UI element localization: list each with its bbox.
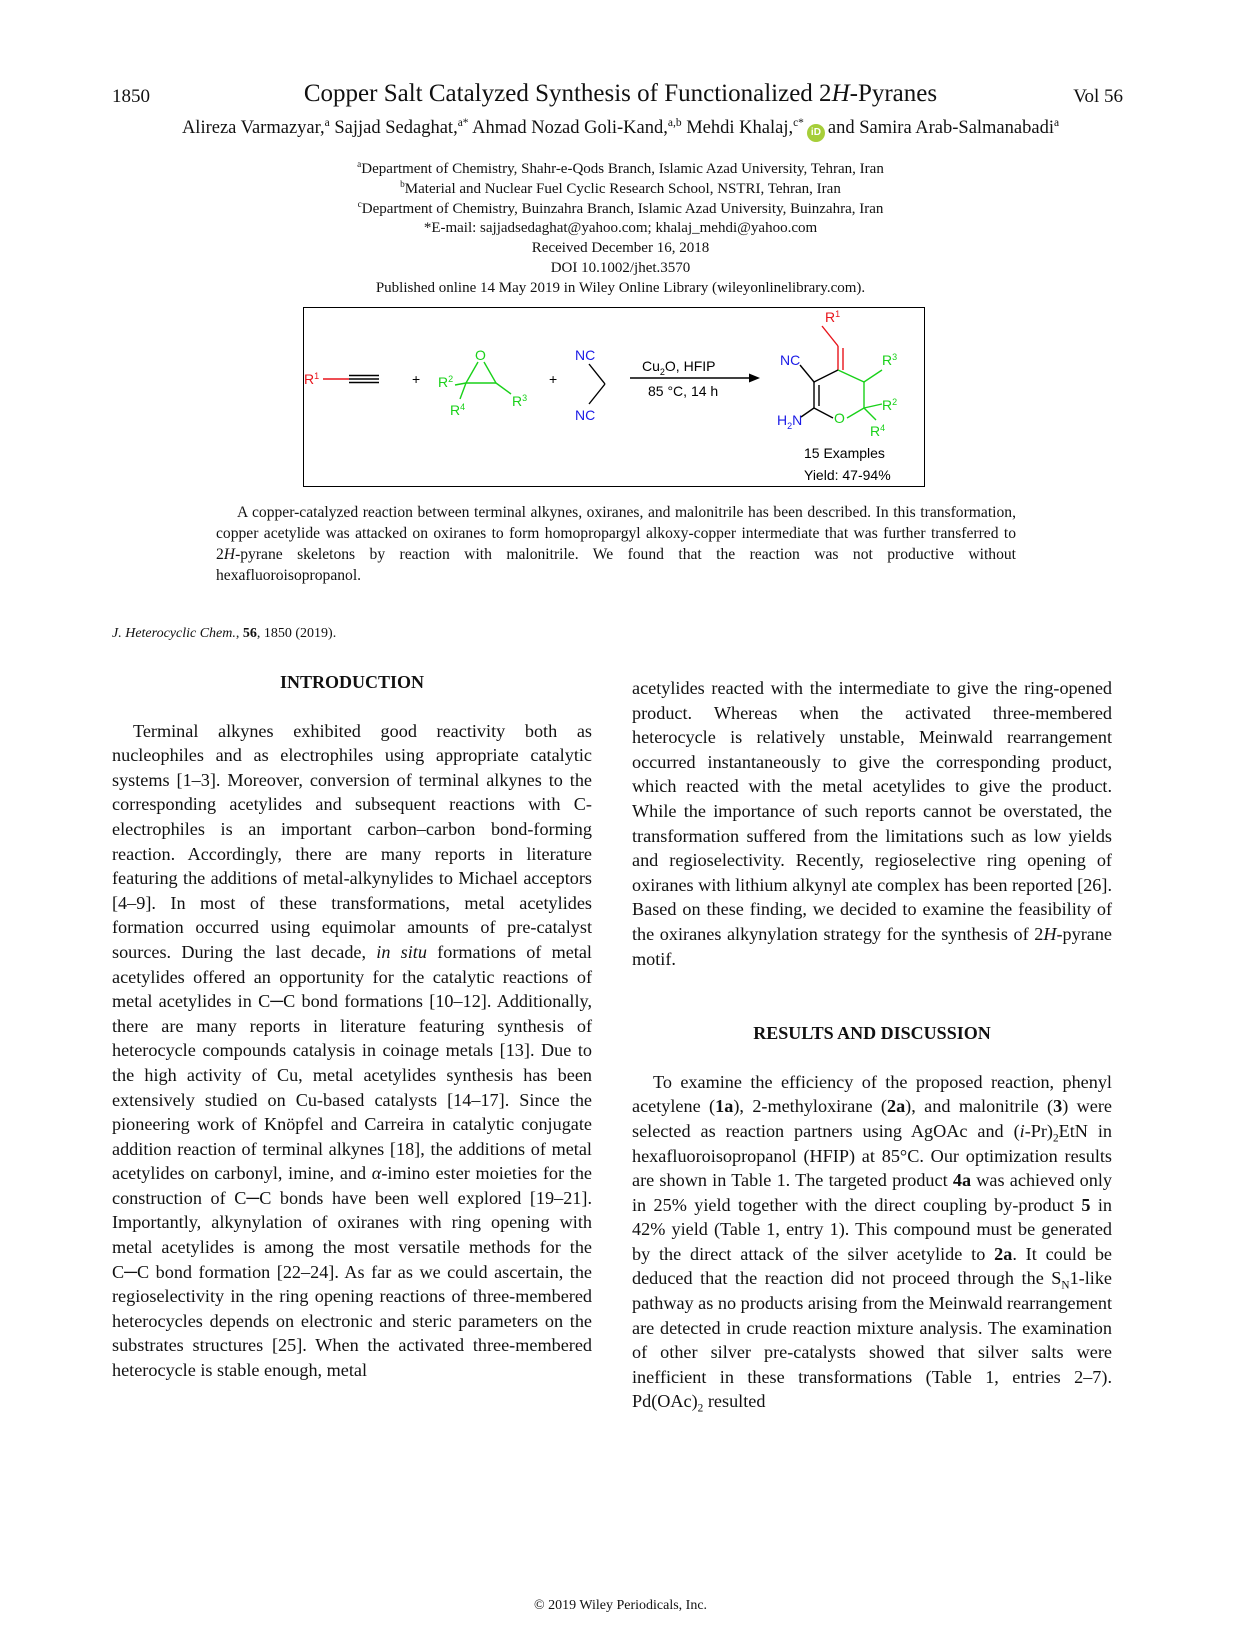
author-list: Alireza Varmazyar,$^a$ Sajjad Sedaghat,$^{a*}$ Ahmad Nozad Goli-Kand,$^{a,b}$ Mehdi Khalaj,$^{c*}$iD and Samira Arab-Salmanabadi$^a$ bbox=[0, 118, 1241, 142]
pyran-product-structure bbox=[777, 309, 897, 439]
plus-sign: + bbox=[412, 371, 421, 387]
epoxide-structure bbox=[438, 347, 527, 418]
affiliation-b: $^b$Material and Nuclear Fuel Cyclic Research School, NSTRI, Tehran, Iran bbox=[400, 179, 841, 197]
results-paragraph: To examine the efficiency of the proposed reaction, phenyl acetylene (1a), 2-methyloxirane (2a), and malonitrile (3) were selected as reaction partners using AgOAc and $(i-Pr)_2EtN$ in hexafluoroisopropanol (HFIP) at 85°C. Our optimization results are shown in Table 1. The targeted product 4a was achieved only in 25% yield together with the direct coupling by-product 5 in 42% yield (Table 1, entry 1). This compound must be generated by the direct attack of the silver acetylide to 2a. It could be deduced that the reaction did not proceed through the $S_N1$-like pathway as no products arising from the Meinwald rearrangement are detected in crude reaction mixture analysis. The examination of other silver pre-catalysts showed that silver salts were inefficient in these transformations (Table 1, entries 2–7). $Pd(OAc)_2$ resulted bbox=[632, 1071, 1112, 1416]
malononitrile-structure bbox=[575, 347, 605, 423]
svg-text:R1: $R^1$ bbox=[825, 309, 841, 325]
introduction-continued: acetylides reacted with the intermediate to give the ring-opened product. Whereas when the activated three-membered heterocycle is relatively unstable, Meinwald rearrangement occurred instantaneously to give the corresponding product, which reacted with the metal acetylides to give the product. While the importance of such reports cannot be overstated, the transformation suffered from the limitations such as low yields and regioselectivity. Recently, regioselective ring opening of oxiranes with lithium alkynyl ate complex has been reported [26]. Based on these finding, we decided to examine the feasibility of the oxiranes alkynylation strategy for the synthesis of 2H-pyrane motif. bbox=[632, 678, 1112, 969]
svg-text:NC: NC bbox=[575, 407, 596, 423]
abstract: A copper-catalyzed reaction between terminal alkynes, oxiranes, and malonitrile has been described. In this transformation, copper acetylide was attacked on oxiranes to form homopropargyl alkoxy-copper intermediate that was further transferred to 2H-pyrane skeletons by reaction with malonitrile. We found that the reaction was not productive without hexafluoroisopropanol. bbox=[216, 504, 1016, 584]
affiliations bbox=[0, 160, 1241, 299]
doi[interactable]: DOI 10.1002/jhet.3570 bbox=[550, 259, 691, 276]
svg-text:85 °C, 14 h: 85 °C, 14 h bbox=[648, 383, 719, 399]
svg-text:O: O bbox=[834, 410, 845, 426]
svg-text:R4: $R^4$ bbox=[450, 402, 466, 418]
left-column bbox=[112, 670, 592, 1383]
alkyne-structure bbox=[304, 371, 379, 387]
yield-range: Yield: 47-94% bbox=[804, 467, 891, 483]
plus-sign-2: + bbox=[549, 371, 558, 387]
affiliation-c: $^c$Department of Chemistry, Buinzahra Branch, Islamic Azad University, Buinzahra, Iran bbox=[357, 199, 884, 217]
volume-label: Vol 56 bbox=[1073, 86, 1123, 107]
running-title: Copper Salt Catalyzed Synthesis of Functionalized 2H-Pyranes bbox=[303, 80, 938, 107]
received-date: Received December 16, 2018 bbox=[531, 240, 710, 257]
svg-text:Cu2O, HFIP: $Cu_2O$, HFIP bbox=[642, 358, 716, 377]
svg-text:NC: NC bbox=[780, 352, 801, 368]
journal-citation: J. Heterocyclic Chem., 56, 1850 (2019). bbox=[112, 626, 337, 641]
introduction-paragraph: Terminal alkynes exhibited good reactivity both as nucleophiles and as electrophiles using appropriate catalytic systems [1–3]. Moreover, conversion of terminal alkynes to the corresponding acetylides and subsequent reactions with C-electrophiles is an important carbon–carbon bond-forming reaction. Accordingly, there are many reports in literature featuring the additions of metal-alkynylides to Michael acceptors [4–9]. In most of these transformations, metal acetylides formation occurred using equimolar amounts of pre-catalyst sources. During the last decade, in situ formations of metal acetylides offered an opportunity for the catalytic reactions of metal acetylides in C─C bond formations [10–12]. Additionally, there are many reports in literature featuring synthesis of heterocycle compounds catalysis in coinage metals [13]. Due to the high activity of Cu, metal acetylides synthesis has been extensively studied on Cu-based catalysts [14–17]. Since the pioneering work of Knöpfel and Carreira in catalytic conjugate addition reaction of terminal alkynes [18], the additions of metal acetylides on carbonyl, imine, and α-imino ester moieties for the construction of C─C bonds have been well explored [19–21]. Importantly, alkynylation of oxiranes with ring opening with metal acetylides is among the most versatile methods for the C─C bond formation [22–24]. As far as we could ascertain, the regioselectivity in the ring opening reactions of three-membered heterocycles depends on electronic and steric parameters on the substrates structures [25]. When the activated three-membered heterocycle is stable enough, metal bbox=[112, 720, 592, 1381]
svg-text:H2N: $H_2N$ bbox=[777, 412, 803, 431]
page-number: 1850 bbox=[112, 86, 150, 107]
examples-count: 15 Examples bbox=[804, 445, 885, 461]
reaction-arrow bbox=[630, 358, 760, 399]
svg-text:R3: $R^3$ bbox=[512, 393, 528, 409]
svg-text:R3: $R^3$ bbox=[882, 352, 898, 368]
affiliation-a: $^a$Department of Chemistry, Shahr-e-Qods Branch, Islamic Azad University, Tehran, Iran bbox=[357, 160, 884, 177]
corresponding-email: *E-mail: sajjadsedaghat@yahoo.com; khalaj_mehdi@yahoo.com bbox=[423, 220, 818, 237]
right-column bbox=[632, 676, 1112, 1414]
svg-text:R4: $R^4$ bbox=[870, 423, 886, 439]
svg-text:R2: $R^2$ bbox=[882, 397, 898, 413]
reaction-scheme bbox=[303, 307, 925, 487]
orcid-icon[interactable]: iD bbox=[807, 124, 825, 142]
svg-text:R2: $R^2$ bbox=[438, 374, 454, 390]
svg-text:NC: NC bbox=[575, 347, 596, 363]
published-online: Published online 14 May 2019 in Wiley Online Library (wileyonlinelibrary.com). bbox=[375, 279, 866, 296]
svg-text:R1: $R^1$ bbox=[304, 371, 320, 387]
results-heading: RESULTS AND DISCUSSION bbox=[753, 1023, 991, 1044]
introduction-heading: INTRODUCTION bbox=[279, 672, 425, 692]
svg-text:O: O bbox=[475, 347, 486, 363]
copyright-footer: © 2019 Wiley Periodicals, Inc. bbox=[533, 1598, 708, 1613]
